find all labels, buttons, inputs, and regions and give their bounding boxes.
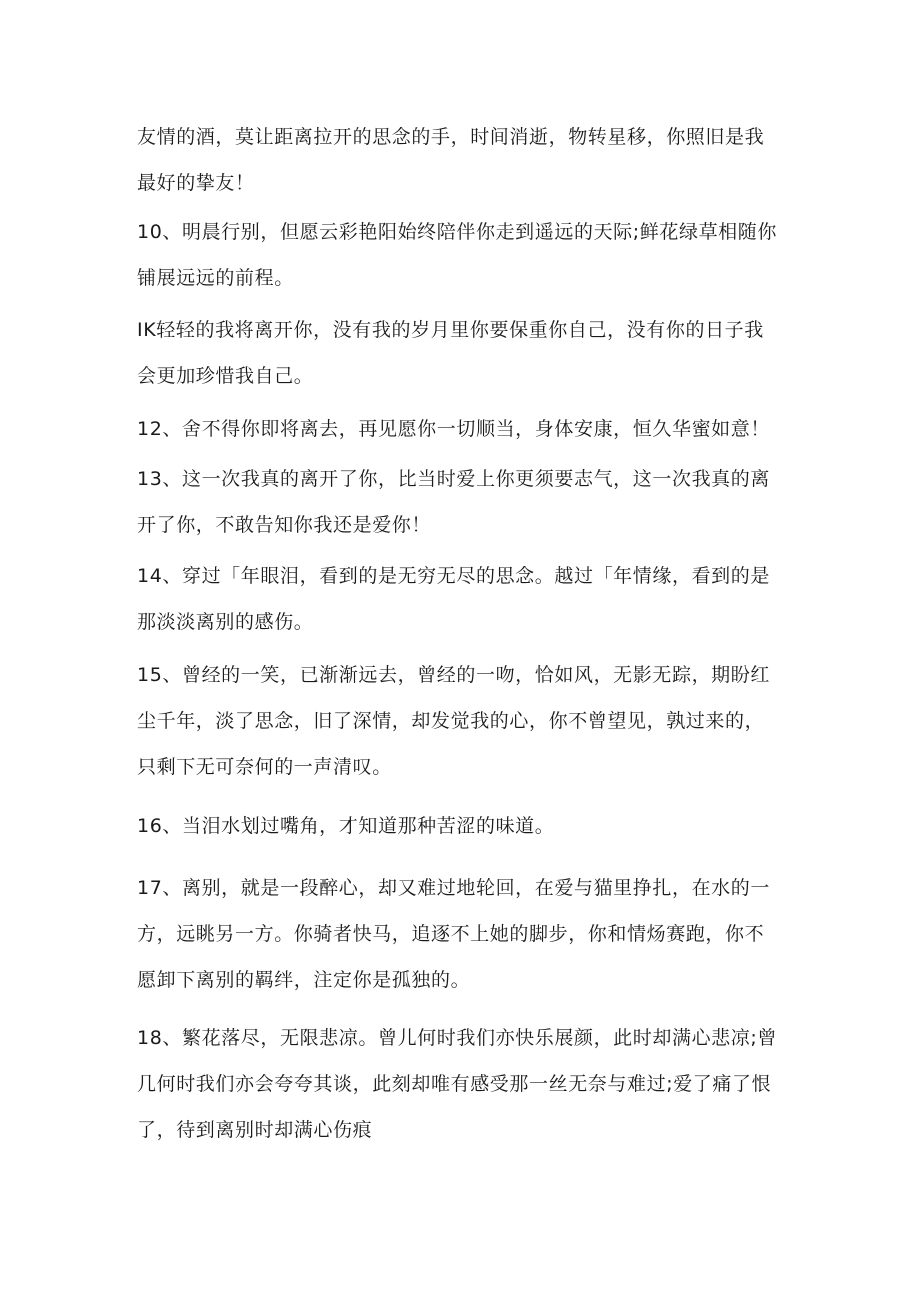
text-line: 15、曾经的一笑，已渐渐远去，曾经的一吻，恰如风，无影无踪，期盼红 [137, 664, 770, 686]
text-line: 那淡淡离别的感伤。 [137, 611, 314, 633]
paragraph-10 [137, 209, 787, 301]
text-line: 13、这一次我真的离开了你，比当时爱上你更须要志气，这一次我真的离 [137, 468, 770, 490]
paragraph-15 [137, 652, 787, 790]
text-line: 友情的酒，莫让距离拉开的思念的手，时间消逝，物转星移，你照旧是我 [137, 126, 765, 148]
text-line: 愿卸下离别的羁绊，注定你是孤独的。 [137, 969, 471, 991]
text-line: 14、穿过「年眼泪，看到的是无穷无尽的思念。越过「年情缘，看到的是 [137, 565, 770, 587]
text-line: 铺展远远的前程。 [137, 267, 294, 289]
text-line: 17、离别，就是一段醉心，却又难过地轮回，在爱与猫里挣扎，在水的一 [137, 877, 770, 899]
text-line: 10、明晨行别，但愿云彩艳阳始终陪伴你走到遥远的天际;鲜花绿草相随你 [137, 221, 777, 243]
text-line: 18、繁花落尽，无限悲凉。曾儿何时我们亦快乐展颜，此时却满心悲凉;曾 [137, 1027, 777, 1049]
paragraph-17 [137, 865, 787, 1003]
paragraph-09-continued [137, 114, 787, 206]
text-line: 几何时我们亦会夸夸其谈，此刻却唯有感受那一丝无奈与难过;爱了痛了恨 [137, 1073, 772, 1095]
paragraph-11 [137, 307, 787, 399]
text-line: 了，待到离别时却满心伤痕 [137, 1119, 373, 1141]
paragraph-16 [137, 803, 787, 849]
text-line: 16、当泪水划过嘴角，才知道那种苦涩的味道。 [137, 815, 555, 837]
text-line: 会更加珍惜我自己。 [137, 365, 314, 387]
paragraph-13 [137, 456, 787, 548]
paragraph-18 [137, 1015, 787, 1153]
text-line: 12、舍不得你即将离去，再见愿你一切顺当，身体安康，恒久华蜜如意！ [137, 418, 770, 440]
text-line: 最好的挚友！ [137, 172, 255, 194]
text-line: 开了你，不敢告知你我还是爱你！ [137, 514, 432, 536]
paragraph-14 [137, 553, 787, 645]
text-line: IK轻轻的我将离开你，没有我的岁月里你要保重你自己，没有你的日子我 [137, 319, 764, 341]
text-line: 尘千年，淡了思念，旧了深情，却发觉我的心，你不曾望见，孰过来的， [137, 710, 765, 732]
paragraph-12 [137, 406, 787, 452]
text-line: 方，远眺另一方。你骑者快马，追逐不上她的脚步，你和情炀赛跑，你不 [137, 923, 765, 945]
text-line: 只剩下无可奈何的一声清叹。 [137, 756, 392, 778]
